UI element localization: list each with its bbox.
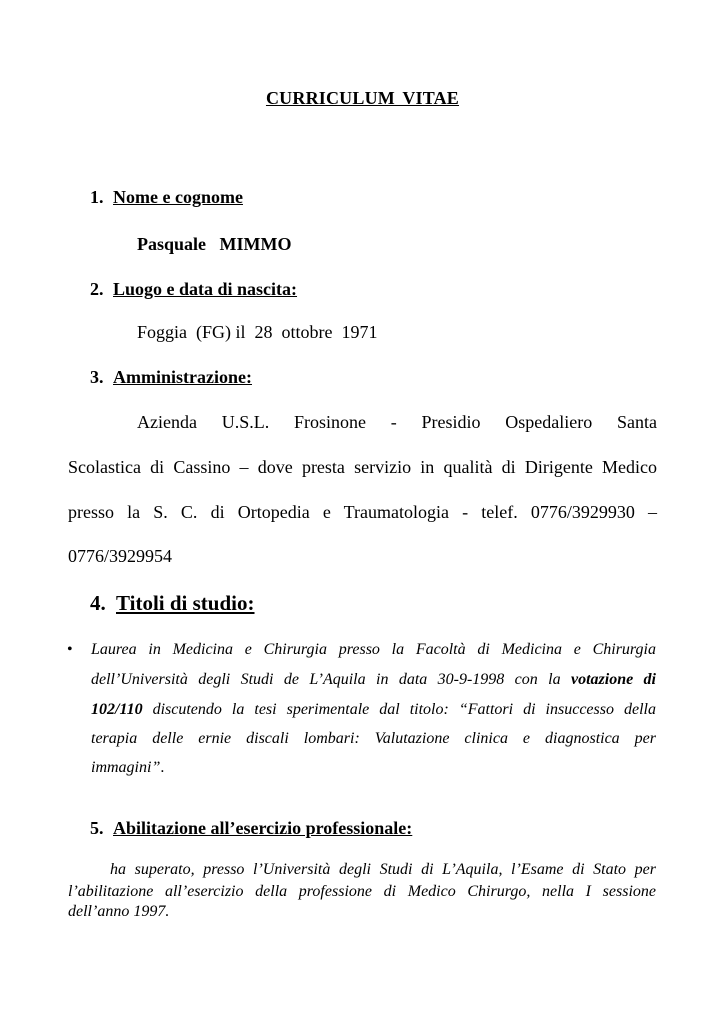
degree-line-2-text: dell’Università degli Studi de L’Aquila in data 30-9-1998 con la: [91, 671, 561, 688]
section-2-heading: [90, 279, 297, 300]
section-2-title: Luogo e data di nascita:: [113, 279, 298, 299]
administration-line-4: 0776/3929954: [68, 546, 173, 566]
degree-line-5-period: .: [160, 759, 165, 776]
document-title: CURRICULUM VITAE: [265, 88, 460, 108]
administration-line-3: presso la S. C. di Ortopedia e Traumatologia - telef. 0776/3929930 –: [68, 502, 657, 522]
birth-place-date: Foggia (FG) il 28 ottobre 1971: [137, 322, 378, 342]
qualification-line-2: l’abilitazione all’esercizio della professione di Medico Chirurgo, nella I sessione: [68, 883, 656, 900]
administration-line-1: Azienda U.S.L. Frosinone - Presidio Ospedaliero Santa: [137, 412, 657, 432]
degree-line-2: [91, 671, 656, 689]
degree-line-5: [91, 759, 656, 777]
section-2-number: 2.: [90, 279, 104, 299]
degree-line-1: Laurea in Medicina e Chirurgia presso la Facoltà di Medicina e Chirurgia: [91, 641, 656, 658]
section-1-number: 1.: [90, 187, 104, 207]
qualification-line-3: dell’anno 1997.: [68, 903, 170, 920]
full-name: Pasquale MIMMO: [137, 234, 292, 254]
section-3-title: Amministrazione:: [113, 367, 252, 387]
degree-line-5-text: immagini”: [91, 759, 161, 776]
degree-grade-value: 102/110: [91, 701, 143, 718]
degree-line-4: terapia delle ernie discali lombari: Valutazione clinica e diagnostica per: [91, 730, 656, 747]
degree-line-3-text: discutendo la tesi sperimentale dal titolo: “Fattori di insuccesso della: [152, 701, 656, 718]
section-1-heading: [90, 187, 243, 208]
section-1-title: Nome e cognome: [113, 187, 243, 207]
degree-grade-label: votazione di: [570, 671, 657, 688]
qualification-line-1: ha superato, presso l’Università degli Studi di L’Aquila, l’Esame di Stato per: [110, 861, 656, 878]
section-5-title: Abilitazione all’esercizio professionale:: [113, 818, 413, 838]
section-5-heading: [90, 818, 412, 839]
section-4-heading: [90, 591, 255, 616]
section-3-heading: [90, 367, 252, 388]
section-3-number: 3.: [90, 367, 104, 387]
section-4-number: 4.: [90, 591, 106, 615]
section-4-title: Titoli di studio:: [116, 591, 255, 615]
bullet-icon: •: [67, 641, 73, 658]
section-5-number: 5.: [90, 818, 104, 838]
degree-line-3: [91, 701, 656, 719]
administration-line-2: Scolastica di Cassino – dove presta servizio in qualità di Dirigente Medico: [68, 457, 657, 477]
